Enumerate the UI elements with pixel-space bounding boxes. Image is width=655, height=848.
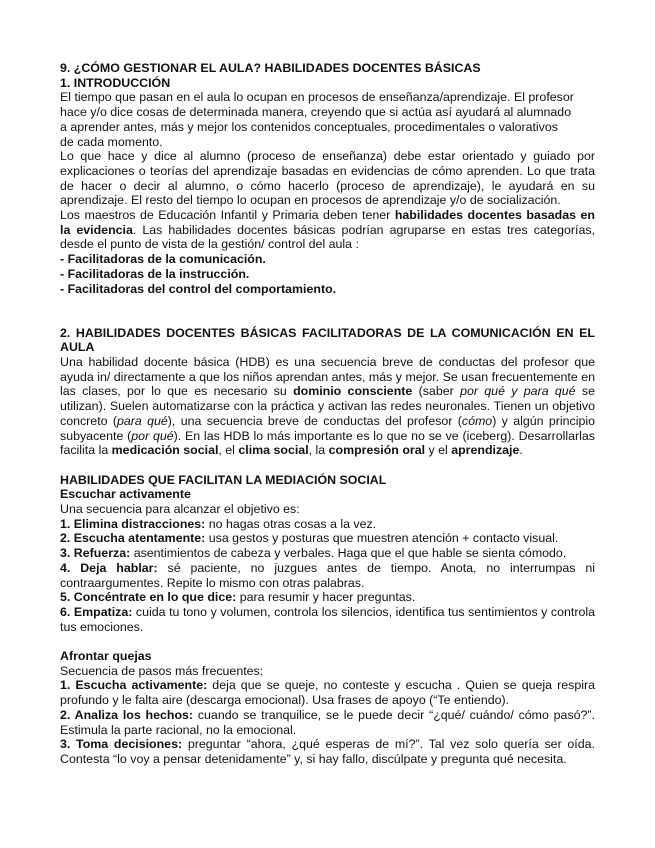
paragraph: Una habilidad docente básica (HDB) es una secuencia breve de conductas del profesor que ayuda in/ directamente a que los niños aprendan antes, más y mejor. Se usan frecuentemente en las clases, por lo que es necesario su dominio consciente (saber por qué y para qué se utilizan). Suelen automatizarse con la práctica y activan las redes neuronales. Tienen un objetivo concreto (para qué), una secuencia breve de conductas del profesor (cómo) y algún principio subyacente (por qué). En las HDB lo más importante es lo que no se ve (iceberg). Desarrollarlas facilita la medicación social, el clima social, la compresión oral y el aprendizaje. (60, 355, 595, 458)
list-item: - Facilitadoras de la comunicación. (60, 252, 266, 267)
list-item: 2. Escucha atentamente: usa gestos y posturas que muestren atención + contacto visual. (60, 531, 559, 546)
list-item: 5. Concéntrate en lo que dice: para resumir y hacer preguntas. (60, 590, 416, 605)
list-item: 3. Toma decisiones: preguntar “ahora, ¿qué esperas de mí?”. Tal vez solo quería ser oída. Contesta “lo voy a pensar detenidamente” y, si hay fallo, discúlpate y pregunta qué necesita. (60, 737, 595, 766)
section-title: HABILIDADES QUE FACILITAN LA MEDIACIÓN SOCIAL (60, 472, 387, 487)
list-item: 1. Escucha activamente: deja que se queje, no conteste y escucha . Quien se queja respira profundo y le falta aire (descarga emocional). Usa frases de apoyo (“Te entiendo). (60, 678, 595, 708)
document-page (60, 61, 595, 767)
paragraph-line: a aprender antes, más y mejor los contenidos conceptuales, procedimentales o valorativos (60, 119, 558, 134)
paragraph-line: de cada momento. (60, 134, 163, 149)
section-title: 2. HABILIDADES DOCENTES BÁSICAS FACILITADORAS DE LA COMUNICACIÓN EN EL AULA (60, 325, 595, 355)
section-subtitle: 1. INTRODUCCIÓN (60, 75, 171, 90)
paragraph: Los maestros de Educación Infantil y Primaria deben tener habilidades docentes basadas en la evidencia. Las habilidades docentes básicas podrían agruparse en estas tres categorías, desde el punto de vista de la gestión/ control del aula : (60, 208, 595, 252)
paragraph: Una secuencia para alcanzar el objetivo es: (60, 502, 300, 517)
section-title: 9. ¿CÓMO GESTIONAR EL AULA? HABILIDADES DOCENTES BÁSICAS (60, 61, 481, 75)
paragraph-line: El tiempo que pasan en el aula lo ocupan en procesos de enseñanza/aprendizaje. El profesor (60, 90, 574, 105)
list-item: 6. Empatiza: cuida tu tono y volumen, controla los silencios, identifica tus sentimientos y controla tus emociones. (60, 604, 595, 634)
section-subtitle: Afrontar quejas (60, 649, 152, 664)
list-item: 3. Refuerza: asentimientos de cabeza y verbales. Haga que el que hable se sienta cómodo. (60, 546, 567, 561)
paragraph-line: hace y/o dice cosas de determinada manera, creyendo que si actúa así ayudará al alumnado (60, 105, 572, 120)
paragraph: Secuencia de pasos más frecuentes: (60, 663, 264, 678)
list-item: 1. Elimina distracciones: no hagas otras cosas a la vez. (60, 516, 377, 531)
paragraph: Lo que hace y dice al alumno (proceso de enseñanza) debe estar orientado y guiado por explicaciones o teorías del aprendizaje basadas en evidencias de cómo aprenden. Lo que trata de hacer o decir al alumno, o cómo hacerlo (proceso de aprendizaje), le ayudará en su aprendizaje. El resto del tiempo lo ocupan en procesos de aprendizaje y/o de socialización. (60, 149, 595, 208)
section-subtitle: Escuchar activamente (60, 487, 191, 502)
list-item: - Facilitadoras del control del comportamiento. (60, 281, 337, 296)
list-item: - Facilitadoras de la instrucción. (60, 266, 250, 281)
list-item: 2. Analiza los hechos: cuando se tranquilice, se le puede decir “¿qué/ cuándo/ cómo pasó?”. Estimula la parte racional, no la emocional. (60, 707, 595, 737)
list-item: 4. Deja hablar: sé paciente, no juzgues antes de tiempo. Anota, no interrumpas ni contraargumentes. Repite lo mismo con otras palabras. (60, 560, 595, 590)
